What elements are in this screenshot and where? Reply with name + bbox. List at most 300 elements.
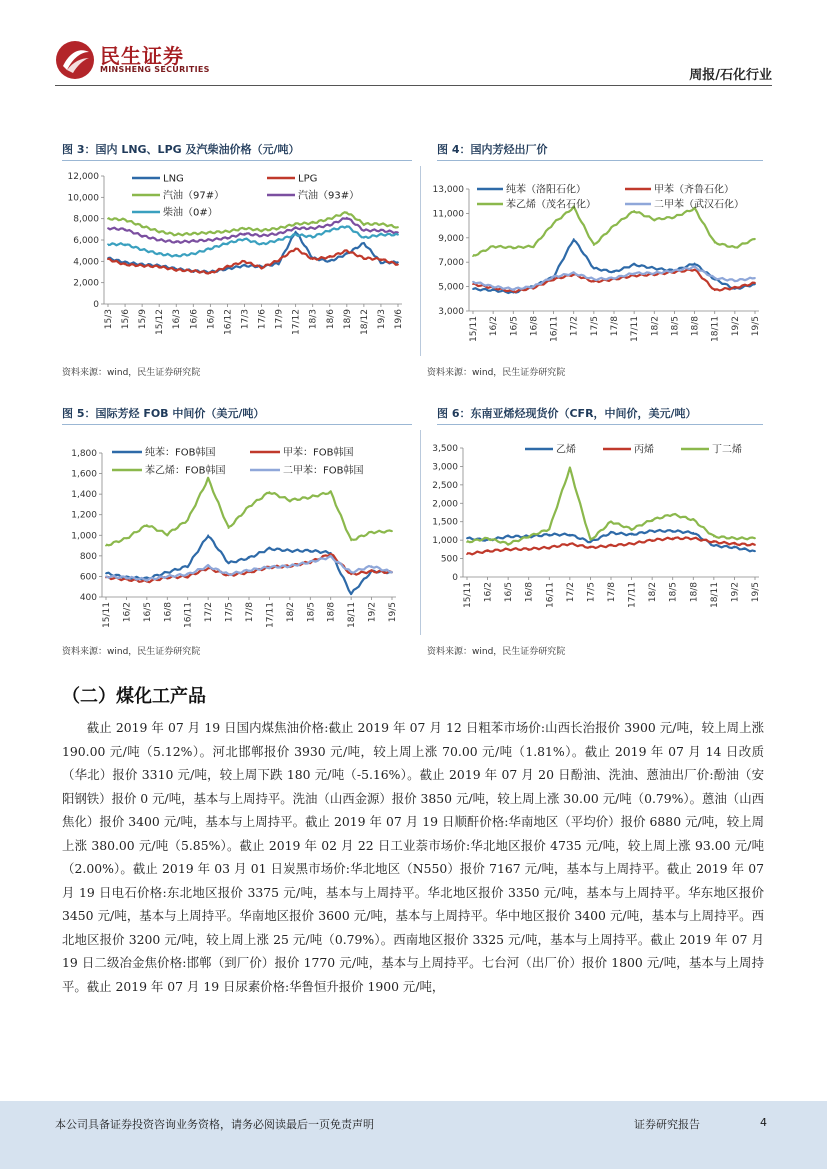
data-point: [593, 281, 595, 283]
data-point: [692, 519, 694, 521]
data-point: [166, 571, 168, 573]
x-tick-label: 15/3: [104, 309, 114, 330]
x-tick-label: 18/8: [326, 602, 337, 623]
data-point: [105, 576, 107, 578]
y-tick-label: 7,000: [438, 258, 464, 269]
x-tick-label: 19/5: [751, 316, 761, 337]
data-point: [593, 267, 595, 269]
data-point: [674, 216, 676, 218]
data-point: [105, 545, 107, 547]
legend-label: 柴油（0#）: [163, 207, 218, 219]
data-point: [590, 539, 592, 541]
data-point: [244, 238, 246, 240]
data-point: [754, 550, 756, 552]
data-point: [330, 556, 332, 558]
y-tick-label: 11,000: [432, 209, 464, 220]
data-point: [466, 541, 468, 543]
data-point: [754, 537, 756, 539]
x-tick-label: 15/9: [138, 309, 149, 330]
x-tick-label: 16/8: [524, 582, 535, 603]
data-point: [593, 278, 595, 280]
legend-label: 丙烯: [634, 444, 654, 456]
data-point: [248, 506, 250, 508]
data-point: [713, 541, 715, 543]
x-tick-label: 19/2: [730, 316, 741, 337]
legend-label: 丁二烯: [712, 444, 742, 456]
data-point: [248, 557, 250, 559]
data-point: [694, 263, 696, 265]
x-tick-label: 17/6: [257, 309, 268, 330]
data-point: [261, 235, 263, 237]
data-point: [158, 231, 160, 233]
x-tick-label: 15/11: [102, 602, 112, 628]
data-point: [548, 547, 550, 549]
data-point: [492, 289, 494, 291]
x-tick-label: 17/2: [565, 582, 576, 603]
data-point: [548, 534, 550, 536]
data-point: [187, 576, 189, 578]
data-point: [528, 536, 530, 538]
data-point: [573, 238, 575, 240]
data-point: [346, 253, 348, 255]
y-tick-label: 500: [440, 554, 458, 565]
data-point: [590, 547, 592, 549]
data-point: [289, 499, 291, 501]
figure-5-title: 图 5：国际芳烃 FOB 中间价（美元/吨）: [62, 407, 265, 420]
data-point: [492, 245, 494, 247]
y-tick-label: 800: [79, 551, 97, 562]
data-point: [141, 249, 143, 251]
footer-disclaimer: 本公司具备证券投资咨询业务资格，请务必阅读最后一页免责声明: [55, 1118, 374, 1131]
y-tick-label: 5,000: [438, 282, 464, 293]
series-line: [106, 478, 392, 546]
data-point: [754, 282, 756, 284]
page-header: [0, 0, 827, 86]
series-line: [473, 207, 755, 256]
x-tick-label: 16/2: [483, 582, 494, 603]
data-point: [631, 528, 633, 530]
data-point: [228, 562, 230, 564]
x-tick-label: 18/2: [285, 602, 296, 623]
x-tick-label: 17/9: [274, 309, 285, 330]
data-point: [397, 264, 399, 266]
data-point: [207, 478, 209, 480]
figure-3-title: 图 3：国内 LNG、LPG 及汽柴油价格（元/吨）: [62, 143, 300, 156]
legend-label: 纯苯：FOB韩国: [145, 447, 216, 459]
x-tick-label: 18/8: [689, 582, 700, 603]
data-point: [330, 553, 332, 555]
data-point: [278, 263, 280, 265]
data-point: [228, 573, 230, 575]
data-point: [175, 241, 177, 243]
data-point: [175, 234, 177, 236]
data-point: [487, 550, 489, 552]
x-tick-label: 16/8: [163, 602, 174, 623]
x-tick-label: 19/2: [367, 602, 378, 623]
x-tick-label: 17/11: [627, 582, 638, 608]
data-point: [227, 268, 229, 270]
x-tick-label: 16/2: [489, 316, 500, 337]
y-tick-label: 2,000: [432, 499, 458, 510]
figure-6-source: 资料来源：wind，民生证券研究院: [427, 647, 566, 657]
data-point: [289, 565, 291, 567]
x-tick-label: 16/9: [206, 309, 217, 330]
figure-5-source: 资料来源：wind，民生证券研究院: [62, 647, 201, 657]
x-tick-label: 16/11: [549, 316, 560, 342]
data-point: [141, 225, 143, 227]
y-tick-label: 3,500: [432, 444, 458, 454]
data-point: [397, 262, 399, 264]
x-tick-label: 17/8: [610, 316, 620, 337]
x-tick-label: 19/6: [394, 309, 404, 330]
y-tick-label: 1,000: [71, 531, 97, 542]
data-point: [397, 232, 399, 234]
data-point: [126, 577, 128, 579]
y-tick-label: 4,000: [73, 257, 99, 268]
legend-label: 苯乙烯：FOB韩国: [145, 465, 226, 477]
data-point: [653, 272, 655, 274]
data-point: [192, 233, 194, 235]
legend-label: 甲苯（齐鲁石化）: [654, 184, 734, 196]
x-tick-label: 19/2: [730, 582, 741, 603]
data-point: [330, 491, 332, 493]
y-tick-label: 10,000: [67, 193, 99, 204]
x-tick-label: 17/11: [265, 602, 276, 628]
x-tick-label: 18/3: [308, 309, 319, 330]
data-point: [380, 258, 382, 260]
x-tick-label: 19/3: [376, 309, 387, 330]
data-point: [754, 544, 756, 546]
legend-label: 纯苯（洛阳石化）: [506, 184, 586, 196]
data-point: [295, 234, 297, 236]
data-point: [141, 265, 143, 267]
x-tick-label: 15/6: [121, 309, 132, 330]
data-point: [227, 231, 229, 233]
data-point: [548, 528, 550, 530]
data-point: [734, 543, 736, 545]
data-point: [714, 277, 716, 279]
data-point: [187, 519, 189, 521]
x-tick-label: 19/5: [388, 602, 398, 623]
x-tick-label: 19/5: [751, 582, 761, 603]
x-tick-label: 16/3: [172, 309, 183, 330]
x-tick-label: 17/5: [586, 582, 597, 603]
figure-6-rule: [437, 424, 763, 425]
data-point: [278, 259, 280, 261]
x-tick-label: 16/8: [529, 316, 540, 337]
data-point: [295, 223, 297, 225]
data-point: [312, 227, 314, 229]
figure-4-title: 图 4：国内芳烃出厂价: [437, 143, 548, 156]
data-point: [346, 250, 348, 252]
data-point: [714, 242, 716, 244]
data-point: [713, 536, 715, 538]
data-point: [146, 579, 148, 581]
data-point: [141, 235, 143, 237]
data-point: [228, 527, 230, 529]
header-divider: [55, 85, 772, 86]
data-point: [492, 286, 494, 288]
legend-label: 汽油（93#）: [298, 190, 360, 202]
x-tick-label: 16/11: [545, 582, 556, 608]
x-tick-label: 16/11: [183, 602, 194, 628]
data-point: [207, 565, 209, 567]
data-point: [350, 540, 352, 542]
data-point: [158, 266, 160, 268]
data-point: [653, 219, 655, 221]
data-point: [107, 243, 109, 245]
data-point: [312, 236, 314, 238]
x-tick-label: 17/11: [630, 316, 641, 342]
data-point: [674, 270, 676, 272]
x-tick-label: 16/5: [509, 316, 520, 337]
legend-label: LNG: [163, 173, 184, 185]
data-point: [533, 286, 535, 288]
legend-label: 甲苯：FOB韩国: [283, 447, 354, 459]
data-point: [692, 532, 694, 534]
data-point: [734, 537, 736, 539]
data-point: [610, 532, 612, 534]
data-point: [651, 519, 653, 521]
y-tick-label: 12,000: [67, 172, 99, 182]
data-point: [124, 228, 126, 230]
data-point: [187, 565, 189, 567]
data-point: [227, 242, 229, 244]
legend-label: 苯乙烯（茂名石化）: [506, 199, 596, 211]
data-point: [371, 565, 373, 567]
data-point: [207, 567, 209, 569]
x-tick-label: 17/8: [245, 602, 255, 623]
figure-5-rule: [62, 424, 412, 425]
data-point: [350, 571, 352, 573]
y-tick-label: 13,000: [432, 185, 464, 195]
data-point: [209, 239, 211, 241]
chart-4-svg: [425, 166, 765, 356]
x-tick-label: 18/2: [650, 316, 661, 337]
data-point: [175, 255, 177, 257]
data-point: [714, 289, 716, 291]
figure-3-source: 资料来源：wind，民生证券研究院: [62, 368, 201, 378]
data-point: [278, 233, 280, 235]
data-point: [633, 264, 635, 266]
y-tick-label: 400: [79, 593, 97, 603]
figure-3-rule: [62, 160, 412, 161]
x-tick-label: 15/11: [469, 316, 479, 342]
data-point: [192, 253, 194, 255]
data-point: [209, 248, 211, 250]
data-point: [269, 491, 271, 493]
series-line: [106, 536, 392, 594]
footer-report-label: 证券研究报告: [634, 1118, 700, 1131]
y-tick-label: 2,000: [73, 278, 99, 289]
x-tick-label: 17/8: [607, 582, 617, 603]
data-point: [754, 238, 756, 240]
chart-6-svg: [425, 430, 765, 635]
figure-4-left-border: [420, 166, 421, 356]
chart-4: [425, 166, 765, 356]
y-tick-label: 9,000: [438, 233, 464, 244]
data-point: [329, 224, 331, 226]
x-tick-label: 18/5: [306, 602, 317, 623]
y-tick-label: 1,800: [71, 449, 97, 459]
chart-3-svg: [62, 166, 412, 356]
chart-5-svg: [62, 430, 412, 635]
data-point: [107, 218, 109, 220]
data-point: [391, 530, 393, 532]
data-point: [295, 231, 297, 233]
data-point: [466, 553, 468, 555]
data-point: [397, 226, 399, 228]
data-point: [312, 222, 314, 224]
y-tick-label: 2,500: [432, 480, 458, 491]
figure-4-source: 资料来源：wind，民生证券研究院: [427, 368, 566, 378]
data-point: [269, 566, 271, 568]
x-tick-label: 18/11: [710, 316, 721, 342]
data-point: [227, 266, 229, 268]
y-tick-label: 1,000: [432, 536, 458, 547]
data-point: [329, 256, 331, 258]
y-tick-label: 6,000: [73, 236, 99, 246]
data-point: [651, 539, 653, 541]
data-point: [371, 531, 373, 533]
page-number: 4: [760, 1116, 767, 1129]
y-tick-label: 600: [79, 572, 97, 583]
x-tick-label: 15/12: [155, 309, 166, 335]
data-point: [146, 524, 148, 526]
x-tick-label: 16/5: [142, 602, 153, 623]
data-point: [569, 467, 571, 469]
x-tick-label: 16/12: [223, 309, 234, 335]
data-point: [107, 258, 109, 260]
data-point: [329, 260, 331, 262]
x-tick-label: 17/3: [240, 309, 251, 330]
data-point: [533, 245, 535, 247]
x-tick-label: 18/2: [648, 582, 659, 603]
data-point: [350, 573, 352, 575]
data-point: [227, 237, 229, 239]
x-tick-label: 16/5: [504, 582, 515, 603]
x-tick-label: 17/12: [291, 309, 302, 335]
data-point: [380, 230, 382, 232]
data-point: [309, 550, 311, 552]
data-point: [309, 561, 311, 563]
data-point: [610, 521, 612, 523]
chart-3: [62, 166, 412, 356]
data-point: [633, 210, 635, 212]
x-tick-label: 18/5: [668, 582, 679, 603]
data-point: [158, 253, 160, 255]
data-point: [734, 547, 736, 549]
data-point: [734, 247, 736, 249]
y-tick-label: 1,600: [71, 469, 97, 480]
figure-4-rule: [437, 160, 763, 161]
y-tick-label: 3,000: [432, 462, 458, 473]
page-footer: [0, 1101, 827, 1169]
data-point: [207, 534, 209, 536]
data-point: [329, 230, 331, 232]
data-point: [244, 265, 246, 267]
data-point: [380, 234, 382, 236]
data-point: [346, 211, 348, 213]
data-point: [107, 227, 109, 229]
data-point: [613, 271, 615, 273]
data-point: [346, 225, 348, 227]
legend-label: 二甲苯（武汉石化）: [654, 199, 744, 211]
x-tick-label: 18/11: [709, 582, 720, 608]
section-title: （二）煤化工产品: [62, 686, 206, 707]
data-point: [651, 530, 653, 532]
chart-5: [62, 430, 412, 635]
x-tick-label: 18/9: [342, 309, 353, 330]
data-point: [261, 243, 263, 245]
data-point: [363, 223, 365, 225]
data-point: [593, 244, 595, 246]
figure-6-left-border: [420, 430, 421, 635]
data-point: [694, 269, 696, 271]
data-point: [507, 536, 509, 538]
data-point: [124, 264, 126, 266]
data-point: [672, 537, 674, 539]
data-point: [528, 548, 530, 550]
data-point: [209, 272, 211, 274]
data-point: [472, 288, 474, 290]
data-point: [261, 230, 263, 232]
data-point: [261, 267, 263, 269]
figure-6-title: 图 6：东南亚烯烃现货价（CFR，中间价，美元/吨）: [437, 407, 697, 420]
data-point: [312, 258, 314, 260]
data-point: [278, 239, 280, 241]
data-point: [244, 260, 246, 262]
data-point: [371, 570, 373, 572]
data-point: [631, 534, 633, 536]
data-point: [466, 537, 468, 539]
data-point: [295, 227, 297, 229]
x-tick-label: 15/11: [463, 582, 473, 608]
data-point: [350, 593, 352, 595]
data-point: [346, 217, 348, 219]
report-type: 周报/石化行业: [689, 68, 772, 83]
logo-text-en: MINSHENG SECURITIES: [100, 65, 210, 74]
data-point: [124, 243, 126, 245]
data-point: [295, 248, 297, 250]
data-point: [363, 257, 365, 259]
data-point: [692, 537, 694, 539]
data-point: [380, 223, 382, 225]
data-point: [590, 541, 592, 543]
data-point: [472, 255, 474, 257]
x-tick-label: 18/6: [325, 309, 336, 330]
data-point: [734, 280, 736, 282]
data-point: [633, 272, 635, 274]
x-tick-label: 16/2: [122, 602, 133, 623]
data-point: [209, 232, 211, 234]
data-point: [397, 234, 399, 236]
data-point: [573, 272, 575, 274]
x-tick-label: 17/2: [569, 316, 580, 337]
data-point: [613, 277, 615, 279]
y-tick-label: 3,000: [438, 307, 464, 317]
data-point: [124, 219, 126, 221]
data-point: [391, 571, 393, 573]
y-tick-label: 0: [93, 300, 99, 310]
data-point: [553, 278, 555, 280]
data-point: [472, 283, 474, 285]
data-point: [631, 543, 633, 545]
data-point: [309, 496, 311, 498]
data-point: [553, 276, 555, 278]
data-point: [553, 222, 555, 224]
legend-label: 乙烯: [556, 444, 576, 456]
